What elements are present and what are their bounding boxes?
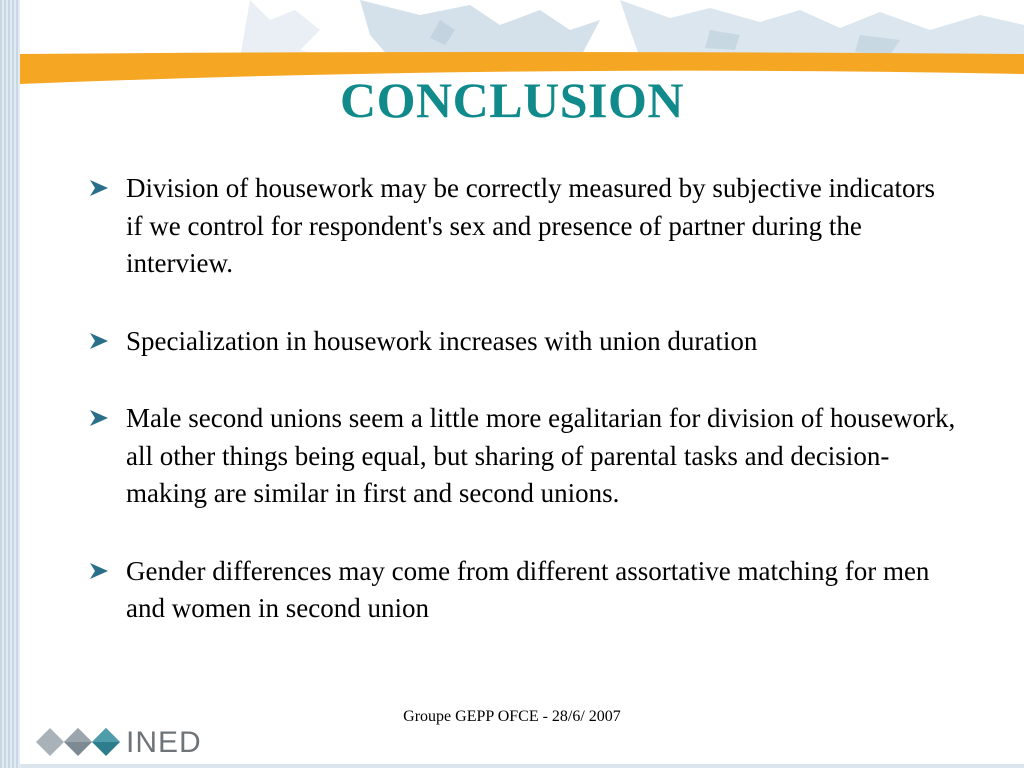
- bottom-decorative-line: [20, 764, 1024, 768]
- map-background-decoration: [240, 0, 1024, 58]
- bullet-item: [88, 400, 958, 513]
- bullet-text: Specialization in housework increases with union duration: [126, 325, 758, 356]
- bullet-text: Gender differences may come from different assortative matching for men and women in second union: [126, 555, 930, 623]
- bullet-list: [88, 170, 958, 628]
- arrow-bullet-icon: [88, 331, 110, 351]
- bullet-text: Division of housework may be correctly measured by subjective indicators if we control for respondent's sex and presence of partner during the interview.: [126, 173, 936, 278]
- bullet-text: Male second unions seem a little more egalitarian for division of housework, all other things being equal, but sharing of parental tasks and decision-making are similar in first and second unions.: [126, 403, 956, 508]
- bullet-item: [88, 553, 958, 628]
- bullet-item: [88, 323, 958, 361]
- arrow-bullet-icon: [88, 561, 110, 581]
- arrow-bullet-icon: [88, 178, 110, 198]
- logo-text: INED: [126, 726, 202, 759]
- bullet-item: [88, 170, 958, 283]
- slide-footer: Groupe GEPP OFCE - 28/6/ 2007: [403, 708, 621, 725]
- arrow-bullet-icon: [88, 408, 110, 428]
- slide-title: CONCLUSION: [340, 72, 684, 128]
